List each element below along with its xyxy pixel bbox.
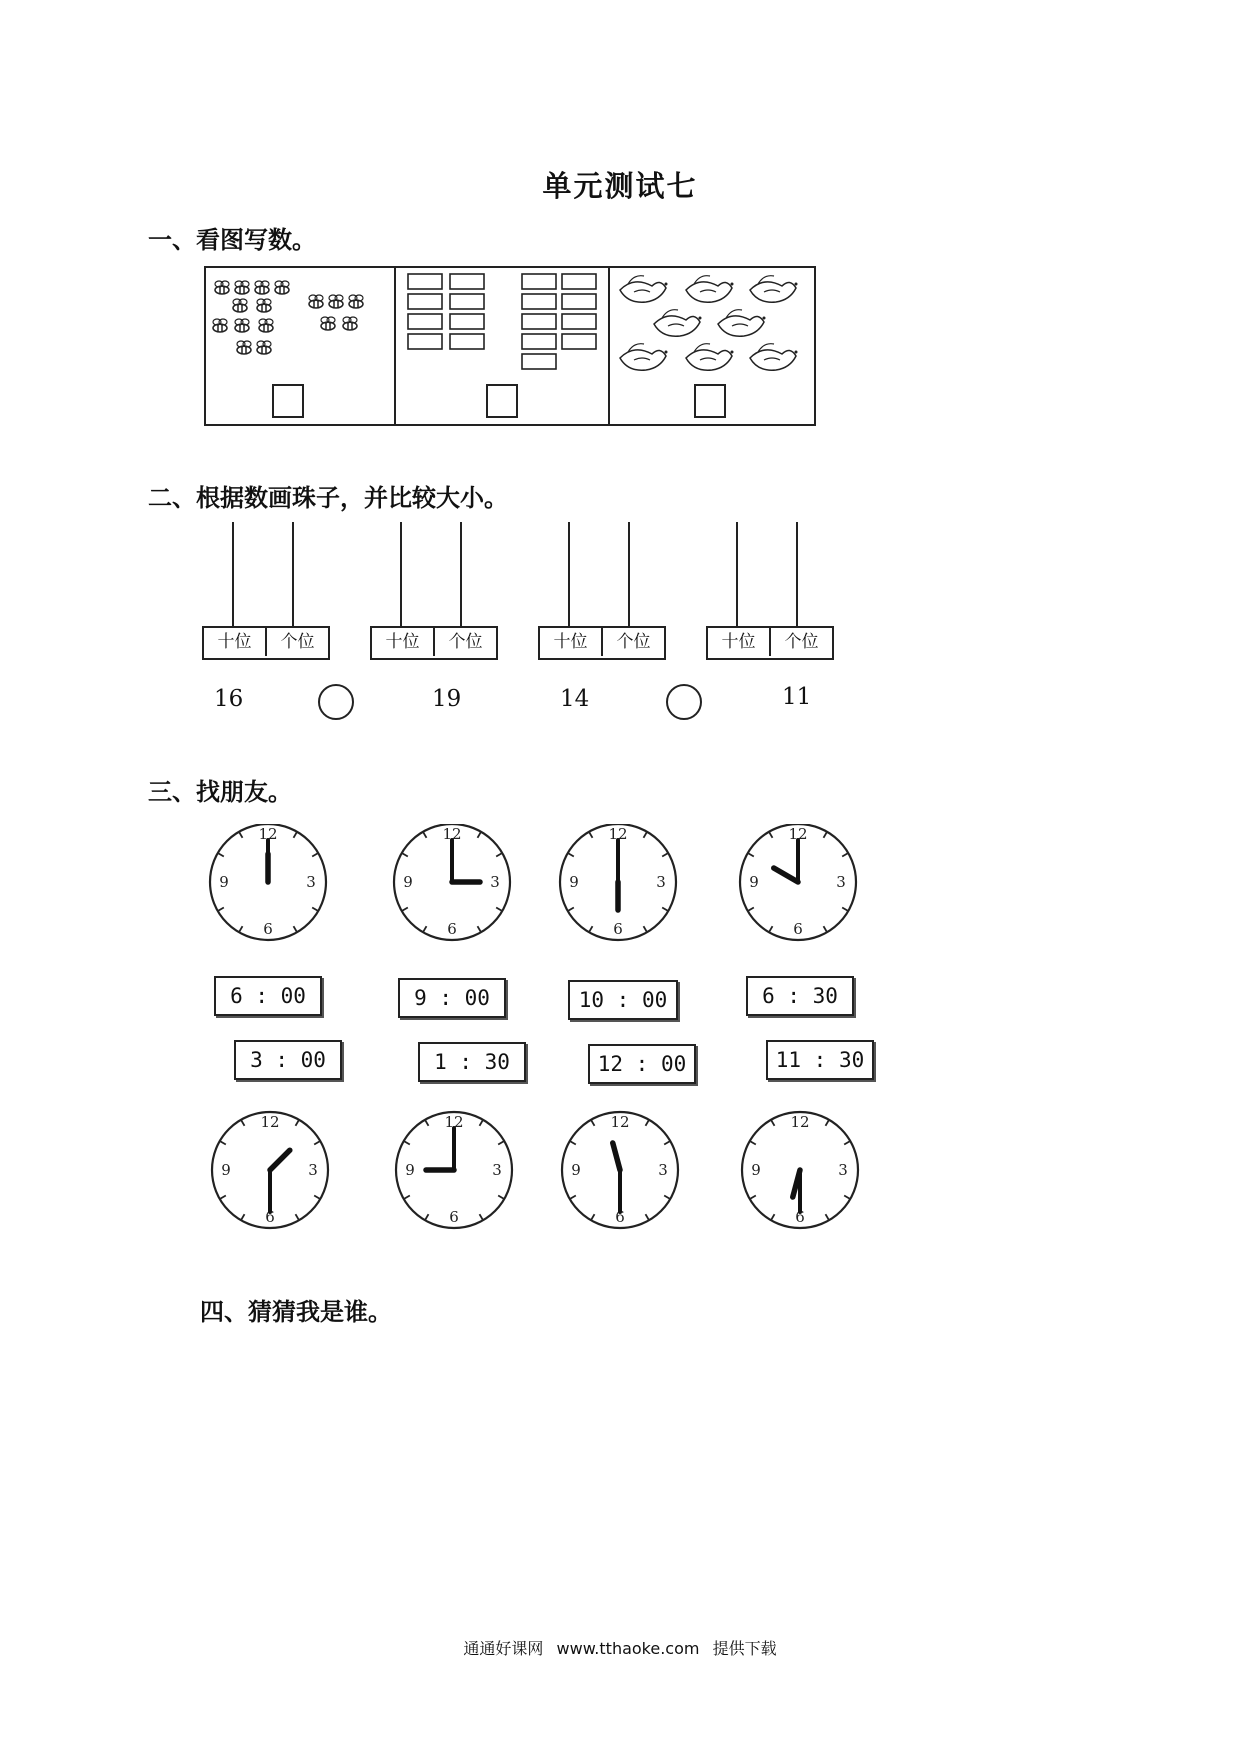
time-box-3-00[interactable]: 3 : 00: [234, 1040, 342, 1080]
rectangle-shape: [522, 274, 556, 289]
clock-numeral: 9: [405, 1161, 415, 1179]
bird-icon: [750, 344, 798, 371]
clock-numeral: 6: [449, 1208, 459, 1226]
clock-numeral: 12: [258, 825, 278, 843]
answer-box-rectangles[interactable]: [486, 384, 518, 418]
bee-icon: [343, 317, 357, 330]
clock-face: [394, 824, 510, 940]
footer: [0, 1636, 1240, 1659]
tens-place-label: 十位: [204, 628, 267, 656]
bee-icon: [259, 319, 273, 332]
answer-box-bees[interactable]: [272, 384, 304, 418]
bird-icon: [686, 276, 734, 303]
top-clocks: [0, 824, 1240, 964]
abacus-base: [538, 626, 666, 660]
rectangle-shape: [408, 274, 442, 289]
clock-numeral: 3: [656, 873, 666, 891]
ones-rod: [460, 522, 462, 626]
clock-face: [212, 1112, 328, 1228]
rectangle-shape: [450, 274, 484, 289]
section-1-heading: 一、看图写数。: [148, 225, 316, 254]
clock-numeral: 6: [265, 1208, 275, 1226]
bee-icon: [213, 319, 227, 332]
clock-face: [742, 1112, 858, 1228]
compare-circle-1[interactable]: [318, 684, 354, 720]
rectangle-shape: [562, 334, 596, 349]
time-box-10-00[interactable]: 10 : 00: [568, 980, 678, 1020]
clock-face: [560, 824, 676, 940]
clock-numeral: 9: [751, 1161, 761, 1179]
time-box-6-30[interactable]: 6 : 30: [746, 976, 854, 1016]
ones-place-label: 个位: [448, 632, 483, 652]
time-box-1-30[interactable]: 1 : 30: [418, 1042, 526, 1082]
abacus-base: [706, 626, 834, 660]
time-box-11-30[interactable]: 11 : 30: [766, 1040, 874, 1080]
bee-icon: [329, 295, 343, 308]
ones-rod: [292, 522, 294, 626]
rectangle-shape: [522, 334, 556, 349]
birds-picture: [610, 268, 814, 378]
bee-icon: [321, 317, 335, 330]
bee-icon: [235, 281, 249, 294]
section-4-heading: 四、猜猜我是谁。: [200, 1297, 392, 1326]
time-box-6-00[interactable]: 6 : 00: [214, 976, 322, 1016]
tens-place-label: 十位: [372, 628, 435, 656]
clock-numeral: 3: [658, 1161, 668, 1179]
clock-numeral: 3: [836, 873, 846, 891]
clock-numeral: 6: [263, 920, 273, 938]
clock-numeral: 12: [442, 825, 462, 843]
time-box-9-00[interactable]: 9 : 00: [398, 978, 506, 1018]
ones-place-label: 个位: [616, 632, 651, 652]
rectangle-shape: [450, 294, 484, 309]
ones-rod: [628, 522, 630, 626]
page-title: 单元测试七: [542, 169, 698, 203]
rectangle-shape: [408, 294, 442, 309]
bird-icon: [718, 310, 766, 337]
abacus-base: [202, 626, 330, 660]
bottom-clocks: [0, 1110, 1240, 1250]
clock-numeral: 9: [221, 1161, 231, 1179]
clock-numeral: 12: [444, 1113, 464, 1131]
clock-numeral: 12: [260, 1113, 280, 1131]
bee-icon: [257, 341, 271, 354]
bee-icon: [349, 295, 363, 308]
ones-rod: [796, 522, 798, 626]
abacus-1: [202, 522, 328, 662]
rectangle-shape: [408, 334, 442, 349]
clock-numeral: 12: [790, 1113, 810, 1131]
bird-icon: [620, 344, 668, 371]
bee-icon: [237, 341, 251, 354]
bird-icon: [750, 276, 798, 303]
tens-rod: [232, 522, 234, 626]
clock-numeral: 6: [447, 920, 457, 938]
clock-numeral: 9: [571, 1161, 581, 1179]
bee-icon: [215, 281, 229, 294]
abacus-3: [538, 522, 664, 662]
clock-numeral: 9: [219, 873, 229, 891]
time-box-12-00[interactable]: 12 : 00: [588, 1044, 696, 1084]
number-11: 11: [782, 684, 812, 710]
rectangle-shape: [522, 294, 556, 309]
clock-face: [562, 1112, 678, 1228]
answer-box-birds[interactable]: [694, 384, 726, 418]
bee-icon: [257, 299, 271, 312]
number-14: 14: [560, 686, 590, 712]
clock-face: [396, 1112, 512, 1228]
tens-rod: [400, 522, 402, 626]
picture-count-table: [204, 266, 816, 426]
compare-circle-2[interactable]: [666, 684, 702, 720]
bird-icon: [654, 310, 702, 337]
abacus-2: [370, 522, 496, 662]
clock-numeral: 6: [793, 920, 803, 938]
rectangles-picture: [396, 268, 608, 378]
rectangle-shape: [450, 334, 484, 349]
clock-numeral: 6: [613, 920, 623, 938]
clock-numeral: 12: [788, 825, 808, 843]
bird-icon: [686, 344, 734, 371]
ones-place-label: 个位: [784, 632, 819, 652]
rectangle-shape: [562, 274, 596, 289]
clock-numeral: 3: [306, 873, 316, 891]
bee-icon: [233, 299, 247, 312]
rectangle-shape: [408, 314, 442, 329]
rectangle-shape: [562, 294, 596, 309]
tens-rod: [568, 522, 570, 626]
footer-url[interactable]: www.tthaoke.com: [556, 1639, 700, 1658]
bees-picture: [206, 268, 394, 378]
rectangle-shape: [562, 314, 596, 329]
clock-numeral: 6: [795, 1208, 805, 1226]
section-3-heading: 三、找朋友。: [148, 777, 292, 806]
bee-icon: [275, 281, 289, 294]
rectangle-shape: [522, 314, 556, 329]
tens-rod: [736, 522, 738, 626]
clock-numeral: 12: [610, 1113, 630, 1131]
clock-numeral: 3: [308, 1161, 318, 1179]
clock-numeral: 6: [615, 1208, 625, 1226]
bee-icon: [309, 295, 323, 308]
clock-face: [740, 824, 856, 940]
bee-icon: [235, 319, 249, 332]
clock-numeral: 12: [608, 825, 628, 843]
rectangle-shape: [522, 354, 556, 369]
clock-numeral: 9: [749, 873, 759, 891]
tens-place-label: 十位: [708, 628, 771, 656]
section-2-heading: 二、根据数画珠子，并比较大小。: [148, 483, 508, 512]
rectangle-shape: [450, 314, 484, 329]
clock-numeral: 3: [490, 873, 500, 891]
tens-place-label: 十位: [540, 628, 603, 656]
abacus-4: [706, 522, 832, 662]
clock-face: [210, 824, 326, 940]
number-19: 19: [432, 686, 462, 712]
clock-numeral: 9: [403, 873, 413, 891]
footer-note: 提供下载: [712, 1639, 777, 1658]
footer-site: 通通好课网: [463, 1639, 544, 1658]
number-16: 16: [214, 686, 244, 712]
clock-numeral: 3: [492, 1161, 502, 1179]
abacus-base: [370, 626, 498, 660]
ones-place-label: 个位: [280, 632, 315, 652]
bee-icon: [255, 281, 269, 294]
clock-numeral: 3: [838, 1161, 848, 1179]
bird-icon: [620, 276, 668, 303]
clock-numeral: 9: [569, 873, 579, 891]
